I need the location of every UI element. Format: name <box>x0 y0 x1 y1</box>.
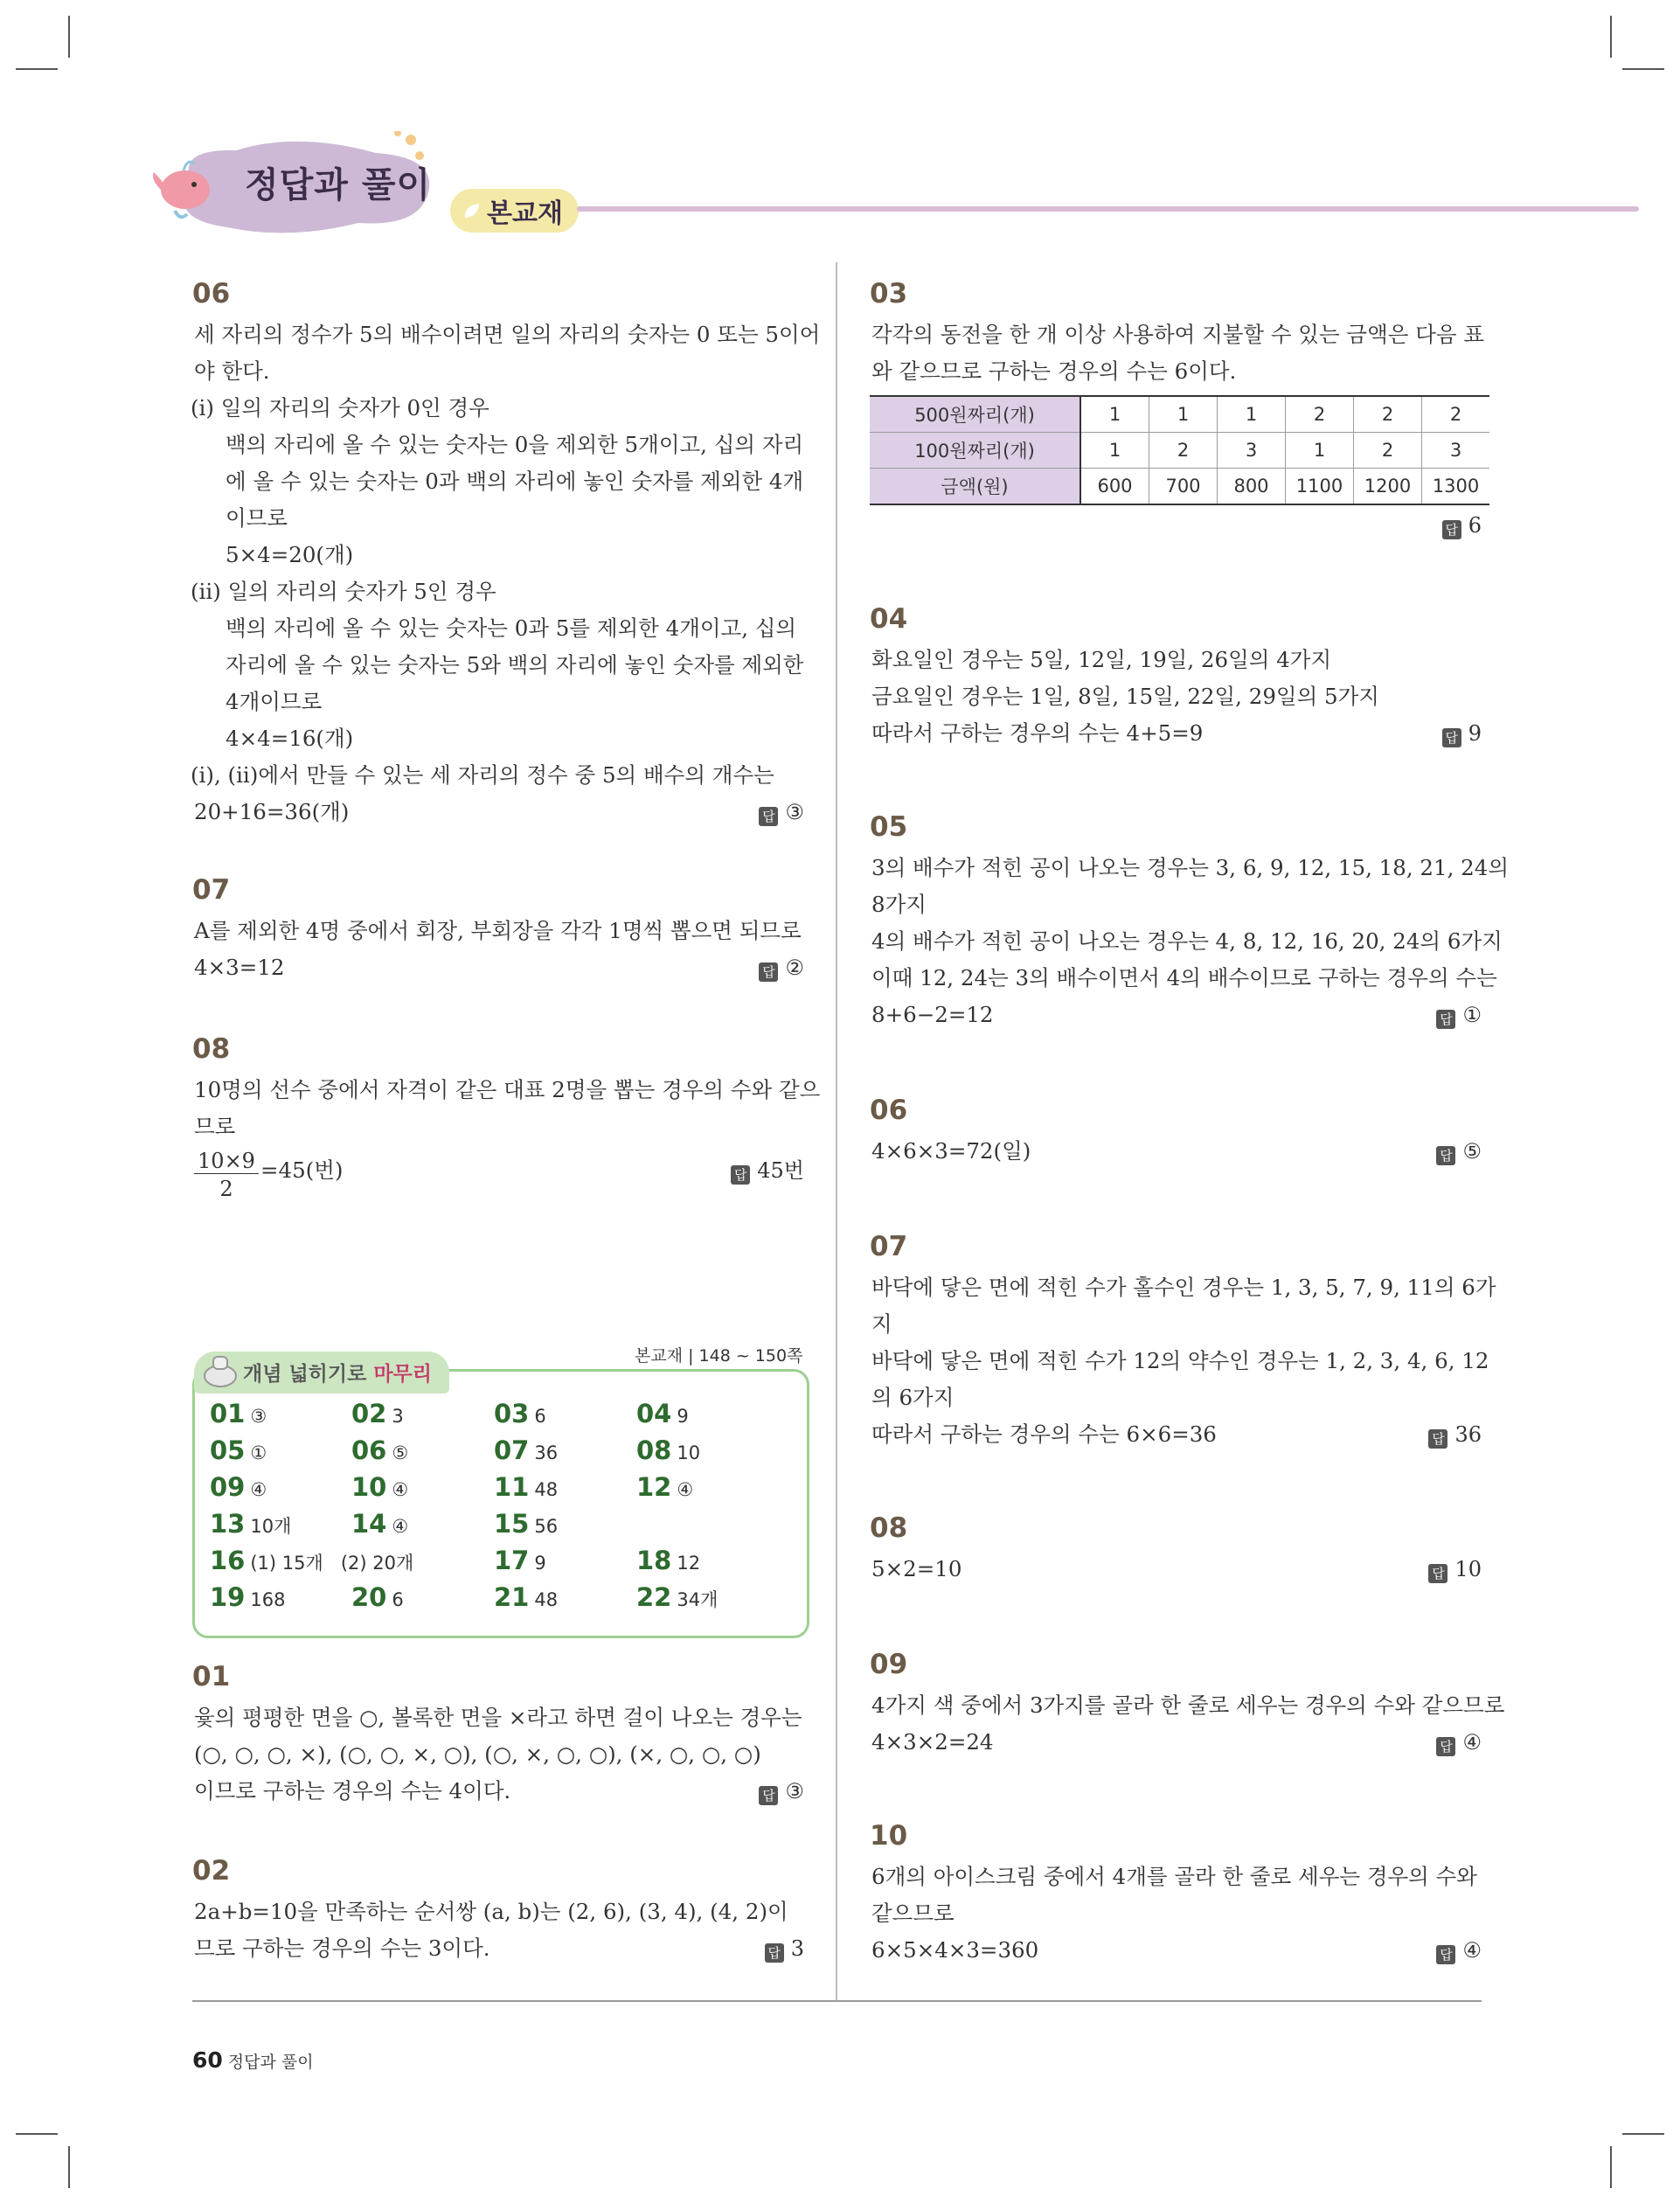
summary-answer-item <box>636 1546 700 1575</box>
summary-title-main: 개념 넓히기로 <box>243 1363 374 1386</box>
question-number: 10 <box>870 1820 908 1852</box>
solution-line: 야 한다. <box>194 358 270 384</box>
item-number: 21 <box>494 1582 530 1612</box>
table-header-cell: 금액(원) <box>870 469 1080 505</box>
answer-badge-icon: 답 <box>1442 728 1461 747</box>
answer-badge-icon: 답 <box>765 1943 784 1963</box>
item-number: 12 <box>636 1472 672 1502</box>
solution-line: 이때 12, 24는 3의 배수이면서 4의 배수이므로 구하는 경우의 수는 <box>871 965 1497 990</box>
solution-line: 금요일인 경우는 1일, 8일, 15일, 22일, 29일의 5가지 <box>871 684 1379 709</box>
item-number: 08 <box>636 1435 672 1465</box>
summary-answer-item <box>636 1435 700 1465</box>
solution-line: 4×6×3=72(일) <box>871 1138 1031 1164</box>
question-number: 08 <box>870 1512 908 1544</box>
answer-value: ② <box>785 956 804 980</box>
question-number: 02 <box>192 1855 231 1887</box>
crop-mark <box>68 2146 70 2188</box>
crop-mark <box>68 16 70 58</box>
item-number: 15 <box>494 1509 530 1539</box>
item-number: 20 <box>351 1582 387 1612</box>
answer-value: ③ <box>785 800 804 824</box>
question-number: 01 <box>192 1661 231 1692</box>
whale-mascot-icon <box>149 153 219 223</box>
crop-mark <box>1610 16 1612 58</box>
table-header-cell: 500원짜리(개) <box>870 396 1080 433</box>
summary-answer-item <box>351 1509 408 1539</box>
answer-mark <box>1394 1724 1482 1761</box>
item-answer: ④ <box>250 1479 267 1500</box>
solution-line: 8가지 <box>871 892 927 917</box>
answer-mark <box>1394 1932 1482 1969</box>
item-answer: 48 <box>534 1479 559 1500</box>
answer-mark <box>717 949 804 986</box>
solution-line: 에 올 수 있는 숫자는 0과 백의 자리에 놓인 숫자를 제외한 4개 <box>226 469 804 494</box>
solution-line: 5×4=20(개) <box>226 542 354 567</box>
answer-mark <box>682 1152 804 1189</box>
solution-line: 4가지 색 중에서 3가지를 골라 한 줄로 세우는 경우의 수와 같으므로 <box>871 1692 1505 1718</box>
item-answer: 6 <box>392 1589 404 1610</box>
table-cell: 1 <box>1218 396 1286 433</box>
solution-line: 윷의 평평한 면을 ○, 볼록한 면을 ×라고 하면 걸이 나오는 경우는 <box>194 1705 802 1730</box>
table-cell: 2 <box>1286 396 1354 433</box>
item-answer: 10 <box>677 1442 701 1463</box>
solution-line: 6개의 아이스크림 중에서 4개를 골라 한 줄로 세우는 경우의 수와 <box>871 1864 1477 1889</box>
banner-title: 정답과 풀이 <box>245 165 432 205</box>
table-cell: 600 <box>1080 469 1149 505</box>
table-row <box>870 469 1489 505</box>
crop-mark <box>16 2133 58 2135</box>
solution-line: (i), (ii)에서 만들 수 있는 세 자리의 정수 중 5의 배수의 개수는 <box>191 762 774 788</box>
solution-line: 므로 구하는 경우의 수는 3이다. <box>194 1935 490 1961</box>
coin-table <box>870 395 1489 505</box>
section-tab <box>450 189 579 233</box>
solution-line: 지 <box>871 1311 892 1337</box>
table-cell: 1100 <box>1286 469 1354 505</box>
answer-value: 6 <box>1468 513 1482 538</box>
summary-answer-item <box>210 1509 291 1539</box>
solution-line: 2a+b=10을 만족하는 순서쌍 (a, b)는 (2, 6), (3, 4), (4, 2)이 <box>194 1899 788 1924</box>
solution-line: 각각의 동전을 한 개 이상 사용하여 지불할 수 있는 금액은 다음 표 <box>871 322 1485 347</box>
item-number: 19 <box>210 1582 246 1612</box>
table-row <box>870 433 1489 469</box>
answer-value: ④ <box>1462 1730 1482 1755</box>
answer-badge-icon: 답 <box>759 1786 778 1805</box>
answer-badge-icon: 답 <box>1436 1737 1455 1756</box>
table-cell: 2 <box>1422 396 1490 433</box>
answer-value: 3 <box>790 1936 804 1961</box>
answer-mark <box>1394 1416 1482 1453</box>
footer-label: 정답과 풀이 <box>227 2053 314 2072</box>
item-number: 05 <box>210 1435 246 1465</box>
solution-line: 3의 배수가 적힌 공이 나오는 경우는 3, 6, 9, 12, 15, 18, 21, 24의 <box>871 855 1509 880</box>
table-cell: 2 <box>1354 396 1422 433</box>
summary-answer-item <box>210 1582 285 1612</box>
item-number: 07 <box>494 1435 530 1465</box>
item-number: 22 <box>636 1582 672 1612</box>
summary-answer-item <box>494 1399 546 1428</box>
table-cell: 1 <box>1080 396 1149 433</box>
answer-value: ⑤ <box>1462 1139 1482 1164</box>
item-number: 01 <box>210 1399 246 1428</box>
answer-mark <box>717 1930 804 1967</box>
question-number: 09 <box>870 1649 908 1680</box>
answer-mark <box>1394 1133 1482 1170</box>
item-number: 13 <box>210 1509 246 1539</box>
summary-answer-item <box>494 1435 558 1465</box>
solution-line: 4의 배수가 적힌 공이 나오는 경우는 4, 8, 12, 16, 20, 24의 6가지 <box>871 928 1503 954</box>
table-cell: 700 <box>1149 469 1218 505</box>
answer-badge-icon: 답 <box>1442 520 1461 539</box>
table-row <box>870 396 1489 433</box>
question-number: 07 <box>870 1231 908 1262</box>
solution-line: 4×3×2=24 <box>871 1729 994 1755</box>
solution-line: 따라서 구하는 경우의 수는 6×6=36 <box>871 1421 1217 1447</box>
answer-mark <box>1394 715 1482 752</box>
question-number: 03 <box>870 278 908 309</box>
item-answer: 3 <box>392 1406 404 1427</box>
solution-line: 백의 자리에 올 수 있는 숫자는 0과 5를 제외한 4개이고, 십의 <box>226 615 797 641</box>
solution-line: 세 자리의 정수가 5의 배수이려면 일의 자리의 숫자는 0 또는 5이어 <box>194 322 821 347</box>
table-cell: 1 <box>1149 396 1218 433</box>
summary-answer-item <box>351 1472 408 1502</box>
item-number: 02 <box>351 1399 387 1428</box>
question-number: 08 <box>192 1033 231 1065</box>
item-number: 04 <box>636 1399 672 1428</box>
leaf-icon <box>462 201 482 220</box>
table-cell: 1 <box>1080 433 1149 469</box>
table-cell: 1 <box>1286 433 1354 469</box>
page-number: 60 <box>192 2047 223 2073</box>
answer-mark <box>1394 1551 1482 1588</box>
solution-line: 4개이므로 <box>226 689 323 714</box>
answer-badge-icon: 답 <box>1428 1429 1447 1449</box>
solution-line: (i) 일의 자리의 숫자가 0인 경우 <box>191 395 489 420</box>
item-answer: 56 <box>534 1516 559 1537</box>
item-answer: ⑤ <box>392 1442 409 1463</box>
header-banner <box>157 131 446 240</box>
item-answer: 168 <box>250 1589 286 1610</box>
solution-line: 6×5×4×3=360 <box>871 1937 1039 1963</box>
page-reference: 본교재 | 148 ~ 150쪽 <box>635 1346 803 1366</box>
item-number: 10 <box>351 1472 387 1502</box>
item-answer: ④ <box>677 1479 694 1500</box>
summary-answer-item <box>351 1582 404 1612</box>
solution-line: 5×2=10 <box>871 1556 962 1581</box>
solution-line: A를 제외한 4명 중에서 회장, 부회장을 각각 1명씩 뽑으면 되므로 <box>194 918 802 943</box>
question-number: 06 <box>192 278 231 309</box>
table-cell: 2 <box>1149 433 1218 469</box>
answer-badge-icon: 답 <box>1436 1146 1455 1165</box>
crop-mark <box>1622 68 1664 70</box>
item-number: 14 <box>351 1509 387 1539</box>
item-number: 17 <box>494 1546 530 1575</box>
solution-line: 4×3=12 <box>194 955 285 980</box>
answer-value: 9 <box>1468 721 1482 746</box>
question-number: 07 <box>192 874 231 906</box>
solution-line: 므로 <box>194 1114 236 1139</box>
summary-answer-item <box>210 1399 267 1428</box>
section-tab-label: 본교재 <box>487 198 563 229</box>
item-answer: ④ <box>392 1516 409 1537</box>
solution-line: 자리에 올 수 있는 숫자는 5와 백의 자리에 놓인 숫자를 제외한 <box>226 652 804 678</box>
fraction-denominator: 2 <box>219 1177 233 1201</box>
item-number: 09 <box>210 1472 246 1502</box>
summary-answer-item <box>210 1546 413 1575</box>
item-answer: 34개 <box>677 1589 719 1610</box>
column-divider <box>836 262 837 2002</box>
summary-answer-item <box>494 1509 558 1539</box>
answer-value: ③ <box>785 1779 804 1803</box>
table-cell: 3 <box>1218 433 1286 469</box>
solution-line: 이므로 구하는 경우의 수는 4이다. <box>194 1778 511 1803</box>
answer-value: ④ <box>1462 1938 1482 1963</box>
question-number: 05 <box>870 811 908 843</box>
table-cell: 1300 <box>1422 469 1490 505</box>
table-cell: 1200 <box>1354 469 1422 505</box>
item-answer: ④ <box>392 1479 409 1500</box>
summary-answer-item <box>494 1582 558 1612</box>
crop-mark <box>1622 2133 1664 2135</box>
item-number: 06 <box>351 1435 387 1465</box>
solution-line: 화요일인 경우는 5일, 12일, 19일, 26일의 4가지 <box>871 647 1332 672</box>
question-number: 06 <box>870 1095 908 1126</box>
item-answer: 36 <box>534 1442 559 1463</box>
answer-value: ① <box>1462 1003 1482 1027</box>
answer-badge-icon: 답 <box>1428 1564 1447 1583</box>
summary-answer-item <box>351 1399 404 1428</box>
item-answer: 6 <box>534 1406 546 1427</box>
solution-line: 4×4=16(개) <box>226 726 354 751</box>
solution-line: 바닥에 닿은 면에 적힌 수가 12의 약수인 경우는 1, 2, 3, 4, 6, 12 <box>871 1348 1489 1373</box>
answer-mark <box>717 1773 804 1810</box>
solution-line: 백의 자리에 올 수 있는 숫자는 0을 제외한 5개이고, 십의 자리 <box>226 432 804 457</box>
page-footer <box>192 2047 314 2073</box>
solution-line: 같으므로 <box>871 1901 955 1926</box>
summary-answer-item <box>636 1582 718 1612</box>
answer-badge-icon: 답 <box>759 963 778 982</box>
table-cell: 3 <box>1422 433 1490 469</box>
solution-line: 10명의 선수 중에서 자격이 같은 대표 2명을 뽑는 경우의 수와 같으 <box>194 1077 821 1102</box>
solution-line: 20+16=36(개) <box>194 799 350 824</box>
answer-badge-icon: 답 <box>731 1165 750 1185</box>
summary-title <box>243 1358 432 1386</box>
item-answer: 48 <box>534 1589 559 1610</box>
answer-mark <box>1394 507 1482 544</box>
solution-line: 이므로 <box>226 505 288 531</box>
item-answer: 9 <box>534 1553 546 1574</box>
item-answer: ① <box>250 1442 267 1463</box>
answer-value: 45번 <box>757 1158 804 1183</box>
answer-badge-icon: 답 <box>1436 1010 1455 1029</box>
table-cell: 800 <box>1218 469 1286 505</box>
header-rule <box>577 206 1639 212</box>
bottom-rule <box>192 2000 1482 2002</box>
item-answer: 10개 <box>250 1516 292 1537</box>
solution-line: 8+6−2=12 <box>871 1002 994 1027</box>
question-number: 04 <box>870 603 908 635</box>
item-number: 16 <box>210 1546 246 1575</box>
answer-badge-icon: 답 <box>759 807 778 826</box>
summary-answer-item <box>636 1472 693 1502</box>
summary-answer-item <box>494 1472 558 1502</box>
solution-line: 의 6가지 <box>871 1385 955 1410</box>
solution-line: (○, ○, ○, ×), (○, ○, ×, ○), (○, ×, ○, ○), (×, ○, ○, ○) <box>194 1741 761 1767</box>
fraction-numerator: 10×9 <box>194 1149 259 1174</box>
crop-mark <box>16 68 58 70</box>
summary-title-highlight: 마무리 <box>373 1363 432 1386</box>
item-number: 03 <box>494 1399 530 1428</box>
summary-answer-item <box>636 1399 689 1428</box>
fraction-result: =45(번) <box>260 1157 344 1183</box>
solution-line: 바닥에 닿은 면에 적힌 수가 홀수인 경우는 1, 3, 5, 7, 9, 11의 6가 <box>871 1275 1496 1300</box>
table-cell: 2 <box>1354 433 1422 469</box>
item-answer: ③ <box>250 1406 267 1427</box>
pot-icon <box>198 1346 243 1392</box>
solution-line: 따라서 구하는 경우의 수는 4+5=9 <box>871 720 1204 746</box>
item-answer: 12 <box>677 1553 701 1574</box>
summary-answer-item <box>494 1546 546 1575</box>
summary-answer-item <box>210 1472 267 1502</box>
table-header-cell: 100원짜리(개) <box>870 433 1080 469</box>
item-number: 18 <box>636 1546 672 1575</box>
answer-mark <box>717 794 804 830</box>
answer-value: 10 <box>1454 1557 1482 1581</box>
crop-mark <box>1610 2146 1612 2188</box>
solution-line: (ii) 일의 자리의 숫자가 5인 경우 <box>191 579 496 604</box>
summary-answer-item <box>351 1435 408 1465</box>
summary-answer-item <box>210 1435 267 1465</box>
answer-badge-icon: 답 <box>1436 1945 1455 1964</box>
solution-line: 와 같으므로 구하는 경우의 수는 6이다. <box>871 358 1237 384</box>
answer-value: 36 <box>1454 1422 1482 1447</box>
item-answer: 9 <box>677 1406 689 1427</box>
answer-mark <box>1394 997 1482 1033</box>
item-answer: (1) 15개 (2) 20개 <box>250 1553 414 1574</box>
item-number: 11 <box>494 1472 530 1502</box>
